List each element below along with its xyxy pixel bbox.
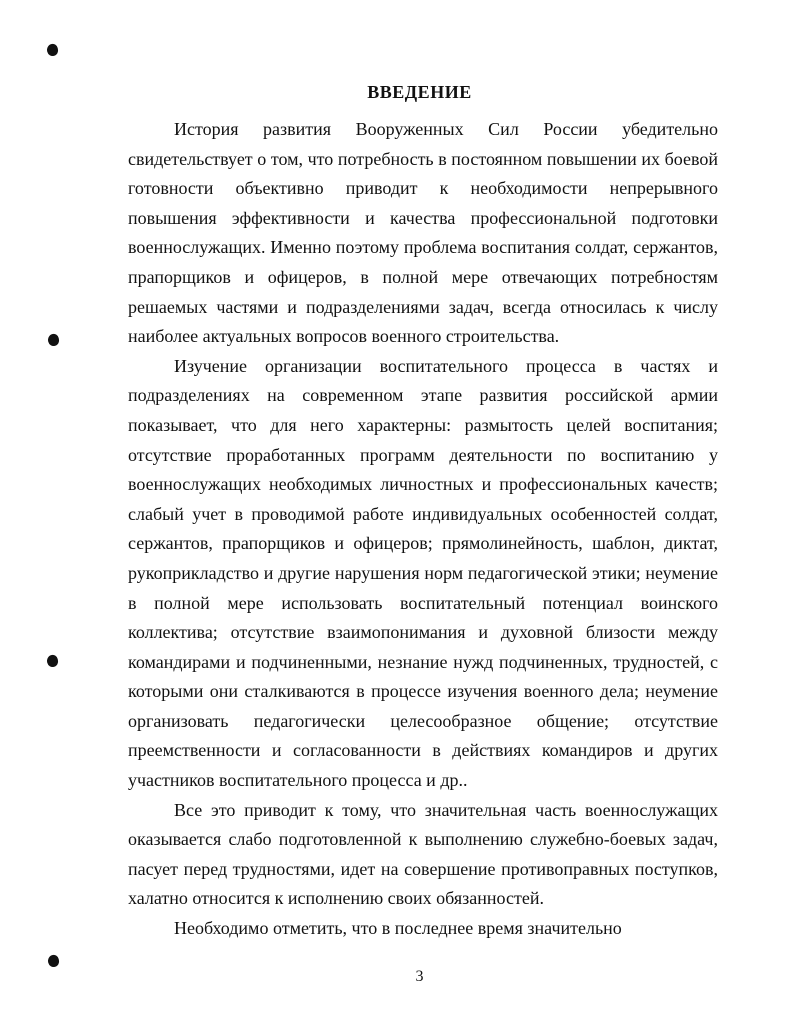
punch-hole-icon bbox=[46, 43, 60, 57]
page-title: ВВЕДЕНИЕ bbox=[367, 82, 472, 102]
body-text bbox=[128, 115, 718, 944]
paragraph: Необходимо отметить, что в последнее время значительно bbox=[174, 918, 622, 939]
paragraph: Все это приводит к тому, что значительная часть военнослужащих оказывается слабо подготовленной к выполнению служебно-боевых задач, пасует перед трудностями, идет на совершение противоправных поступков, халатно относится к исполнению своих обязанностей. bbox=[128, 799, 718, 909]
punch-hole-icon bbox=[47, 954, 61, 968]
punch-hole-icon bbox=[47, 333, 61, 347]
page-number: 3 bbox=[415, 968, 424, 985]
paragraph: Изучение организации воспитательного процесса в частях и подразделениях на современном этапе развития российской армии показывает, что для него характерны: размытость целей воспитания; отсутствие проработанных программ деятельности по воспитанию у военнослужащих необходимых личностных и профессиональных качеств; слабый учет в проводимой работе индивидуальных особенностей солдат, сержантов, прапорщиков и офицеров; прямолинейность, шаблон, диктат, рукоприкладство и другие нарушения норм педагогической этики; неумение в полной мере использовать воспитательный потенциал воинского коллектива; отсутствие взаимопонимания и духовной близости между командирами и подчиненными, незнание нужд подчиненных, трудностей, с которыми они сталкиваются в процессе изучения военного дела; неумение организовать педагогически целесообразное общение; отсутствие преемственности и согласованности в действиях командиров и других участников воспитательного процесса и др.. bbox=[128, 355, 718, 791]
punch-hole-icon bbox=[46, 654, 60, 668]
paragraph: История развития Вооруженных Сил России убедительно свидетельствует о том, что потребность в постоянном повышении их боевой готовности объективно приводит к необходимости непрерывного повышения эффективности и качества профессиональной подготовки военнослужащих. Именно поэтому проблема воспитания солдат, сержантов, прапорщиков и офицеров, в полной мере отвечающих потребностям решаемых частями и подразделениями задач, всегда относилась к числу наиболее актуальных вопросов военного строительства. bbox=[128, 119, 718, 347]
